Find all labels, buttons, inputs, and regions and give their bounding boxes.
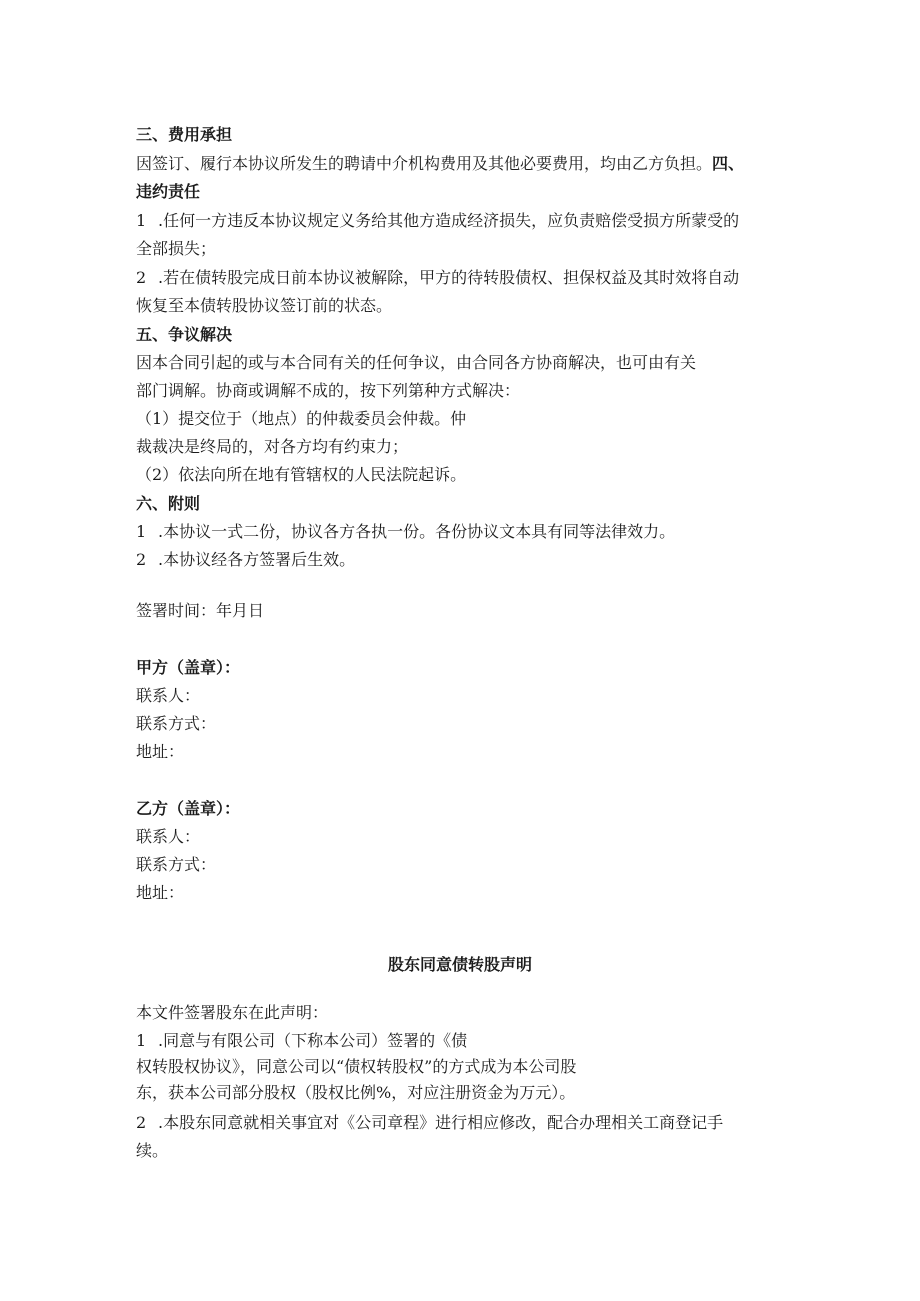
dispute-body-line-2: 部门调解。协商或调解不成的，按下列第种方式解决： xyxy=(136,381,521,400)
signing-time: 签署时间：年月日 xyxy=(136,601,265,620)
party-a-method: 联系方式： xyxy=(136,714,217,733)
dispute-option-1-cont: 裁裁决是终局的，对各方均有约束力； xyxy=(136,437,409,456)
misc-item-1 xyxy=(136,522,675,542)
statement-item-1-cont-1: 权转股权协议》，同意公司以“债权转股权”的方式成为本公司股 xyxy=(136,1057,577,1076)
section-heading-fees: 三、费用承担 xyxy=(136,125,233,144)
item-text: .本股东同意就相关事宜对《公司章程》进行相应修改，配合办理相关工商登记手 xyxy=(158,1113,724,1132)
misc-item-2 xyxy=(136,550,355,570)
item-number: 2 xyxy=(136,1113,147,1132)
liability-item-2 xyxy=(136,268,739,288)
paragraph-fees xyxy=(136,154,744,174)
statement-item-2 xyxy=(136,1113,723,1133)
item-text: .本协议一式二份，协议各方各执一份。各份协议文本具有同等法律效力。 xyxy=(158,522,676,541)
party-a-address: 地址： xyxy=(136,742,185,761)
party-a-contact: 联系人： xyxy=(136,686,201,705)
item-text: .若在债转股完成日前本协议被解除，甲方的待转股债权、担保权益及其时效将自动 xyxy=(158,268,740,287)
liability-item-2-cont: 恢复至本债转股协议签订前的状态。 xyxy=(136,296,393,315)
fees-text: 因签订、履行本协议所发生的聘请中介机构费用及其他必要费用，均由乙方负担。 xyxy=(136,154,713,173)
dispute-option-1: （1）提交位于（地点）的仲裁委员会仲裁。仲 xyxy=(136,409,467,428)
item-text: .本协议经各方签署后生效。 xyxy=(158,550,356,569)
statement-item-1 xyxy=(136,1031,467,1051)
section-heading-misc: 六、附则 xyxy=(136,494,201,513)
item-text: .同意与有限公司（下称本公司）签署的《债 xyxy=(158,1031,468,1050)
item-number: 2 xyxy=(136,550,147,569)
section-heading-liability: 违约责任 xyxy=(136,182,201,201)
party-a-label: 甲方（盖章）： xyxy=(136,658,241,677)
party-b-label: 乙方（盖章）： xyxy=(136,799,241,818)
dispute-body-line-1: 因本合同引起的或与本合同有关的任何争议，由合同各方协商解决，也可由有关 xyxy=(136,353,697,372)
party-b-method: 联系方式： xyxy=(136,855,217,874)
dispute-option-2: （2）依法向所在地有管辖权的人民法院起诉。 xyxy=(136,465,467,484)
item-number: 1 xyxy=(136,522,147,541)
statement-item-1-cont-2: 东，获本公司部分股权（股权比例%，对应注册资金为万元）。 xyxy=(136,1083,576,1102)
party-b-contact: 联系人： xyxy=(136,827,201,846)
item-text: .任何一方违反本协议规定义务给其他方造成经济损失，应负责赔偿受损方所蒙受的 xyxy=(158,211,740,230)
liability-item-1 xyxy=(136,211,739,231)
item-number: 2 xyxy=(136,268,147,287)
section-heading-dispute: 五、争议解决 xyxy=(136,325,233,344)
liability-item-1-cont: 全部损失； xyxy=(136,239,217,258)
section-number-liability: 四、 xyxy=(712,154,745,173)
item-number: 1 xyxy=(136,1031,147,1050)
item-number: 1 xyxy=(136,211,147,230)
party-b-address: 地址： xyxy=(136,883,185,902)
statement-intro: 本文件签署股东在此声明： xyxy=(136,1003,329,1022)
statement-item-2-cont: 续。 xyxy=(136,1141,169,1160)
statement-title: 股东同意债转股声明 xyxy=(387,955,532,974)
